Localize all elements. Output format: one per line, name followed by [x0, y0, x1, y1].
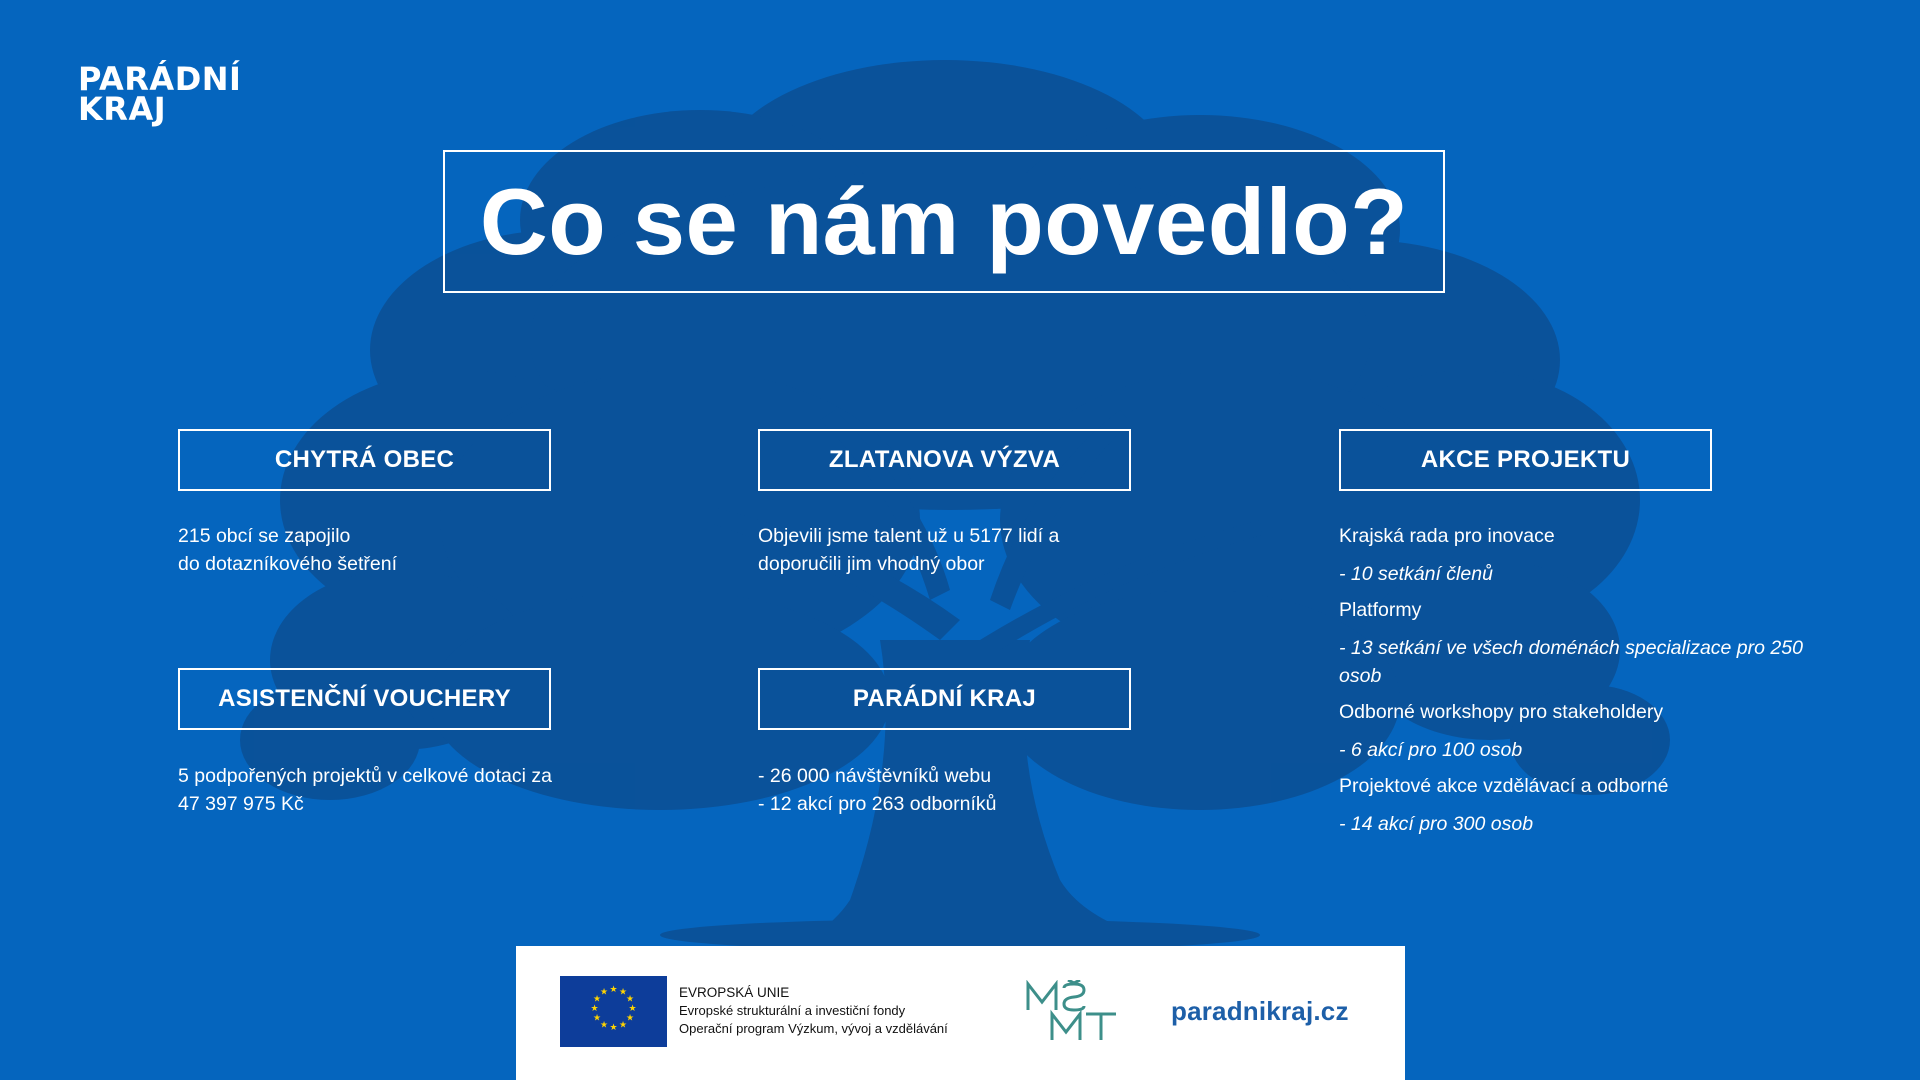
svg-text:★: ★	[592, 994, 602, 1005]
text-asistencni-vouchery	[178, 762, 552, 818]
svg-text:★: ★	[618, 1020, 628, 1031]
svg-text:★: ★	[590, 1004, 599, 1014]
svg-text:★: ★	[599, 1020, 609, 1031]
heading-akce-projektu: AKCE PROJEKTU	[1339, 429, 1712, 491]
website-link[interactable]: paradnikraj.cz	[1171, 996, 1349, 1026]
akce-label: Projektové akce vzdělávací a odborné	[1339, 775, 1669, 797]
text-line: do dotazníkového šetření	[178, 553, 397, 575]
text-line: 47 397 975 Kč	[178, 793, 304, 815]
svg-text:★: ★	[592, 1013, 602, 1024]
text-chytra-obec	[178, 522, 397, 578]
text-line: 215 obcí se zapojilo	[178, 525, 351, 547]
logo-line-2: KRAJ	[78, 90, 167, 128]
list-akce-projektu	[1339, 522, 1809, 846]
heading-zlatanova-vyzva: ZLATANOVA VÝZVA	[758, 429, 1131, 491]
eu-line-3: Operační program Výzkum, vývoj a vzdělávání	[679, 1021, 948, 1036]
svg-text:★: ★	[618, 987, 628, 998]
svg-text:★: ★	[609, 985, 618, 995]
msmt-logo-icon	[1024, 980, 1120, 1044]
heading-paradni-kraj: PARÁDNÍ KRAJ	[758, 668, 1131, 730]
eu-line-2: Evropské strukturální a investiční fondy	[679, 1003, 906, 1018]
svg-text:★: ★	[625, 1013, 635, 1024]
paradni-kraj-logo	[78, 60, 242, 128]
text-line: doporučili jim vhodný obor	[758, 553, 985, 575]
akce-detail: - 13 setkání ve všech doménách specializace pro 250 osob	[1339, 637, 1803, 687]
text-line: - 12 akcí pro 263 odborníků	[758, 793, 997, 815]
text-line: Objevili jsme talent už u 5177 lidí a	[758, 525, 1060, 547]
eu-line-1: EVROPSKÁ UNIE	[679, 985, 790, 1000]
akce-detail: - 6 akcí pro 100 osob	[1339, 739, 1523, 761]
svg-text:★: ★	[628, 1004, 637, 1014]
heading-asistencni-vouchery: ASISTENČNÍ VOUCHERY	[178, 668, 551, 730]
akce-detail: - 10 setkání členů	[1339, 563, 1493, 585]
text-paradni-kraj	[758, 762, 997, 818]
heading-chytra-obec: CHYTRÁ OBEC	[178, 429, 551, 491]
logo-line-1: PARÁDNÍ	[78, 60, 242, 98]
akce-label: Odborné workshopy pro stakeholdery	[1339, 701, 1664, 723]
eu-flag-icon	[560, 976, 667, 1047]
page-title: Co se nám povedlo?	[443, 150, 1445, 293]
akce-label: Platformy	[1339, 599, 1422, 621]
svg-text:★: ★	[625, 994, 635, 1005]
akce-label: Krajská rada pro inovace	[1339, 525, 1555, 547]
footer-logo-bar	[516, 946, 1405, 1080]
svg-text:★: ★	[599, 987, 609, 998]
eu-program-text	[679, 984, 948, 1038]
svg-text:★: ★	[609, 1023, 618, 1033]
text-zlatanova-vyzva	[758, 522, 1059, 578]
akce-detail: - 14 akcí pro 300 osob	[1339, 813, 1534, 835]
text-line: - 26 000 návštěvníků webu	[758, 765, 992, 787]
text-line: 5 podpořených projektů v celkové dotaci za	[178, 765, 552, 787]
